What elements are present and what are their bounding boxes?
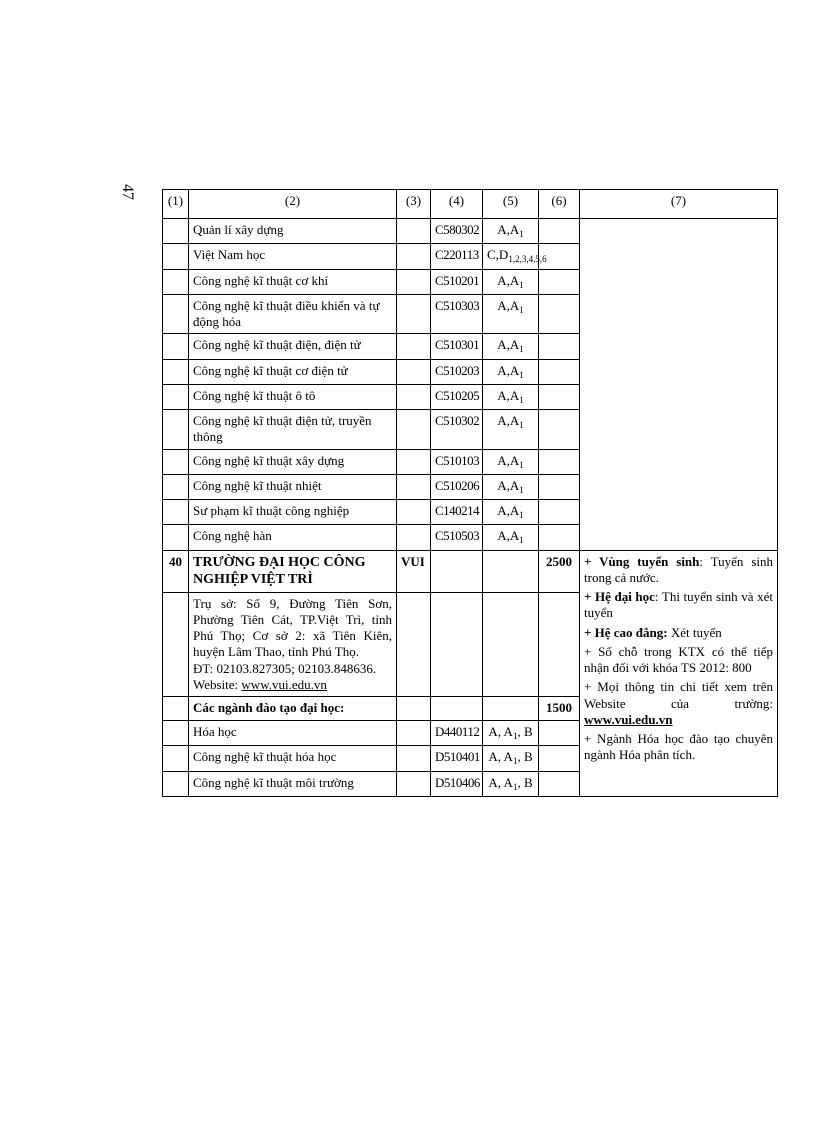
blocks-subscript: 1 — [519, 420, 524, 430]
blocks-main: A, A — [488, 774, 513, 790]
col-header: (6) — [539, 190, 580, 219]
admission-blocks — [483, 384, 539, 409]
empty-cell — [539, 592, 580, 697]
col-header: (5) — [483, 190, 539, 219]
school-code-cell — [397, 474, 431, 499]
blocks-main: A,A — [497, 337, 520, 353]
row-number-cell — [163, 474, 189, 499]
blocks-subscript: 1 — [519, 304, 524, 315]
blocks-subscript: 1 — [519, 459, 524, 470]
quota-cell — [539, 449, 580, 474]
blocks-tail: , B — [517, 749, 533, 765]
note-paragraph — [584, 679, 773, 728]
empty-cell — [431, 550, 483, 592]
row-number-cell — [163, 359, 189, 384]
note-text: + Mọi thông tin chi tiết xem trên Website của trường: — [584, 679, 773, 711]
major-name: Sư phạm kĩ thuật công nghiệp — [189, 500, 397, 525]
quota-cell — [539, 474, 580, 499]
major-name: Công nghệ kĩ thuật môi trường — [189, 771, 397, 796]
header-row — [163, 190, 778, 219]
blocks-main: A,A — [497, 222, 520, 237]
major-code: C510303 — [431, 294, 483, 334]
major-name: Quản lí xây dựng — [189, 219, 397, 244]
col-header: (2) — [189, 190, 397, 219]
blocks-main: A, A — [488, 724, 513, 739]
note-paragraph — [584, 644, 773, 677]
school-number: 40 — [163, 550, 189, 592]
school-row — [163, 550, 778, 592]
major-name: Công nghệ kĩ thuật điều khiển và tự động hóa — [189, 294, 397, 334]
empty-cell — [483, 697, 539, 721]
school-phone: ĐT: 02103.827305; 02103.848636. — [193, 660, 377, 676]
blocks-subscript: 1 — [519, 229, 524, 239]
school-address: Trụ sở: Số 9, Đường Tiên Sơn, Phường Tiên Cát, TP.Việt Trì, tỉnh Phú Thọ; Cơ sở 2: xã Tiên Kiên, huyện Lâm Thao, tỉnh Phú Thọ. — [193, 595, 392, 660]
blocks-subscript: 1 — [519, 279, 524, 290]
col-header: (4) — [431, 190, 483, 219]
col-header: (7) — [580, 190, 778, 219]
blocks-main: A,A — [497, 387, 520, 403]
empty-cell — [397, 697, 431, 721]
row-number-cell — [163, 384, 189, 409]
quota-cell — [539, 334, 580, 359]
note-paragraph — [584, 731, 773, 764]
empty-cell — [431, 592, 483, 697]
quota-cell — [539, 294, 580, 334]
school-quota: 2500 — [539, 550, 580, 592]
major-code: D510406 — [431, 771, 483, 796]
school-code-cell — [397, 500, 431, 525]
blocks-subscript: 1 — [519, 510, 524, 520]
major-code: C510301 — [431, 334, 483, 359]
school-code-cell — [397, 244, 431, 269]
notes-cell — [580, 550, 778, 796]
empty-cell — [539, 746, 580, 771]
empty-cell — [397, 592, 431, 697]
row-number-cell — [163, 449, 189, 474]
major-code: C510302 — [431, 410, 483, 450]
school-code-cell — [397, 449, 431, 474]
admission-blocks — [483, 721, 539, 746]
school-code-cell — [397, 294, 431, 334]
major-name: Công nghệ kĩ thuật cơ khí — [189, 269, 397, 294]
admission-blocks — [483, 410, 539, 450]
undergrad-quota: 1500 — [539, 697, 580, 721]
note-paragraph — [584, 554, 773, 587]
blocks-main: A,A — [497, 362, 520, 378]
admission-blocks — [483, 746, 539, 771]
row-number-cell — [163, 334, 189, 359]
school-name: TRƯỜNG ĐẠI HỌC CÔNG NGHIỆP VIỆT TRÌ — [189, 550, 397, 592]
school-code-cell — [397, 219, 431, 244]
major-name: Công nghệ kĩ thuật điện tử, truyền thông — [189, 410, 397, 450]
row-number-cell — [163, 410, 189, 450]
major-code: C510103 — [431, 449, 483, 474]
quota-cell — [539, 525, 580, 550]
empty-cell — [397, 746, 431, 771]
blocks-subscript: 1,2,3,4,5,6 — [508, 254, 547, 265]
row-number-cell — [163, 244, 189, 269]
admission-blocks — [483, 771, 539, 796]
school-code-cell — [397, 359, 431, 384]
empty-cell — [397, 721, 431, 746]
blocks-main: C,D — [487, 247, 509, 263]
quota-cell — [539, 410, 580, 450]
empty-cell — [163, 697, 189, 721]
blocks-main: A,A — [497, 452, 520, 468]
blocks-main: A,A — [497, 272, 520, 288]
major-name: Hóa học — [189, 721, 397, 746]
blocks-subscript: 1 — [512, 781, 518, 792]
empty-cell — [483, 592, 539, 697]
empty-cell — [163, 592, 189, 697]
blocks-main: A,A — [497, 297, 520, 313]
col-header: (1) — [163, 190, 189, 219]
blocks-subscript: 1 — [519, 535, 524, 546]
quota-cell — [539, 500, 580, 525]
school-address-cell — [189, 592, 397, 697]
major-name: Công nghệ kĩ thuật điện, điện tử — [189, 334, 397, 359]
note-text: + Số chỗ trong KTX có thể tiếp nhận đối với khóa TS 2012: 800 — [584, 643, 773, 675]
row-number-cell — [163, 525, 189, 550]
note-text: : Thi tuyển sinh và xét tuyển — [584, 589, 773, 621]
major-code: D510401 — [431, 746, 483, 771]
empty-cell — [539, 721, 580, 746]
major-code: C510201 — [431, 269, 483, 294]
undergrad-label: Các ngành đào tạo đại học: — [189, 697, 397, 721]
blocks-tail: , B — [517, 724, 533, 739]
blocks-subscript: 1 — [519, 344, 524, 355]
school-code-cell — [397, 269, 431, 294]
website-link: www.vui.edu.vn — [241, 676, 327, 692]
major-code: C510203 — [431, 359, 483, 384]
major-name: Công nghệ kĩ thuật hóa học — [189, 746, 397, 771]
major-code: C580302 — [431, 219, 483, 244]
school-code-cell — [397, 410, 431, 450]
blocks-main: A,A — [497, 528, 520, 544]
row-number-cell — [163, 500, 189, 525]
row-number-cell — [163, 219, 189, 244]
blocks-main: A,A — [497, 413, 520, 428]
school-code-cell — [397, 334, 431, 359]
major-name: Công nghệ hàn — [189, 525, 397, 550]
quota-cell — [539, 359, 580, 384]
major-name: Công nghệ kĩ thuật xây dựng — [189, 449, 397, 474]
empty-cell — [163, 746, 189, 771]
empty-cell — [163, 721, 189, 746]
major-code: C510206 — [431, 474, 483, 499]
blocks-main: A,A — [497, 503, 520, 518]
quota-cell — [539, 269, 580, 294]
page-number: 47 — [119, 184, 136, 200]
note-text: : Tuyển sinh trong cả nước. — [584, 553, 773, 585]
admission-blocks — [483, 500, 539, 525]
blocks-tail: , B — [517, 774, 533, 790]
row-number-cell — [163, 269, 189, 294]
empty-cell — [397, 771, 431, 796]
major-name: Việt Nam học — [189, 244, 397, 269]
note-paragraph — [584, 625, 773, 641]
note-paragraph — [584, 589, 773, 622]
col-header: (3) — [397, 190, 431, 219]
admission-blocks — [483, 219, 539, 244]
website-link: www.vui.edu.vn — [584, 711, 673, 727]
major-code: C220113 — [431, 244, 483, 269]
table-row — [163, 219, 778, 244]
row-number-cell — [163, 294, 189, 334]
admission-blocks — [483, 359, 539, 384]
blocks-subscript: 1 — [519, 394, 524, 405]
major-code: C510205 — [431, 384, 483, 409]
school-code-cell — [397, 384, 431, 409]
admission-blocks — [483, 244, 547, 269]
major-name: Công nghệ kĩ thuật nhiệt — [189, 474, 397, 499]
blocks-subscript: 1 — [519, 484, 524, 495]
empty-cell — [431, 697, 483, 721]
major-code: C140214 — [431, 500, 483, 525]
note-label: + Vùng tuyển sinh — [584, 553, 700, 569]
blocks-subscript: 1 — [519, 369, 524, 380]
admission-blocks — [483, 525, 539, 550]
empty-cell — [483, 550, 539, 592]
admission-blocks — [483, 294, 539, 334]
website-label: Website: — [193, 676, 242, 692]
blocks-main: A, A — [488, 749, 513, 765]
school-code: VUI — [397, 550, 431, 592]
admissions-table — [162, 189, 778, 797]
major-code: C510503 — [431, 525, 483, 550]
note-text: Xét tuyển — [667, 624, 722, 640]
blocks-subscript: 1 — [512, 756, 518, 767]
empty-cell — [163, 771, 189, 796]
notes-cell — [580, 219, 778, 551]
admission-blocks — [483, 269, 539, 294]
quota-cell — [539, 384, 580, 409]
note-label: + Hệ đại học — [584, 589, 655, 604]
admission-blocks — [483, 449, 539, 474]
note-label: + Hệ cao đẳng: — [584, 624, 668, 640]
major-code: D440112 — [431, 721, 483, 746]
blocks-main: A,A — [497, 477, 520, 493]
quota-cell — [539, 219, 580, 244]
major-name: Công nghệ kĩ thuật cơ điện tử — [189, 359, 397, 384]
blocks-subscript: 1 — [512, 731, 518, 741]
major-name: Công nghệ kĩ thuật ô tô — [189, 384, 397, 409]
note-text: + Ngành Hóa học đào tạo chuyên ngành Hóa phân tích. — [584, 731, 773, 763]
empty-cell — [539, 771, 580, 796]
school-code-cell — [397, 525, 431, 550]
admission-blocks — [483, 474, 539, 499]
admission-blocks — [483, 334, 539, 359]
school-website-line — [193, 677, 392, 693]
